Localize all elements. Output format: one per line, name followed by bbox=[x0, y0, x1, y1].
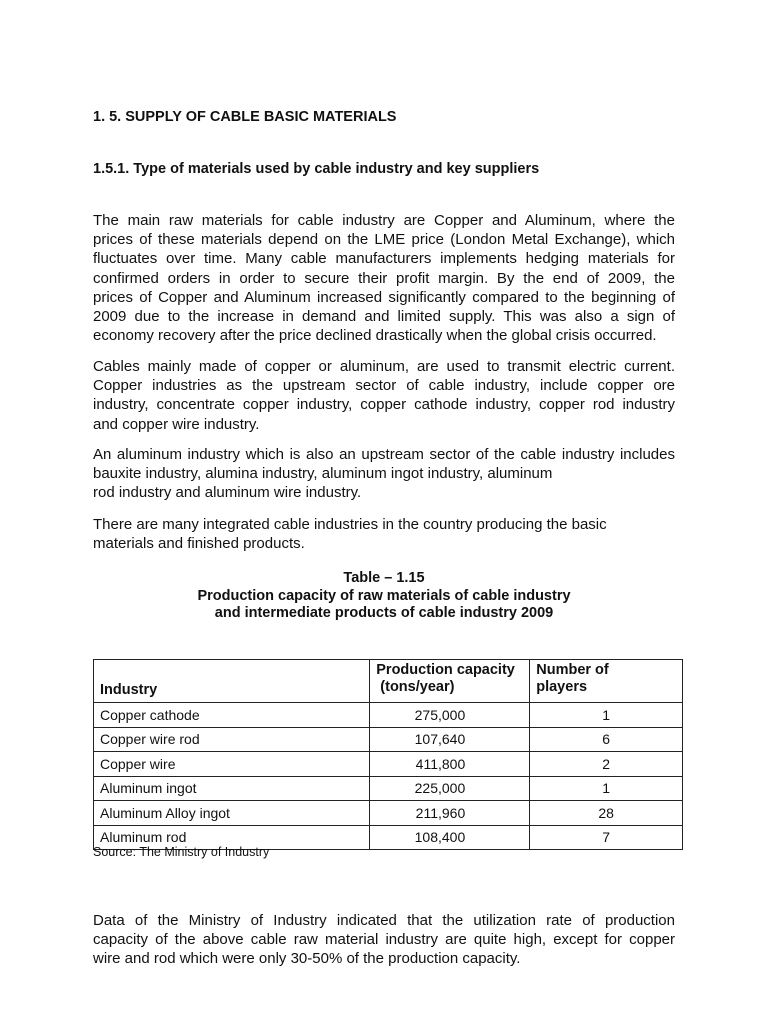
text-line: prices of Copper and Aluminum increased significantly compared to the beginning of bbox=[93, 288, 675, 306]
cell-industry: Copper cathode bbox=[94, 703, 370, 728]
paragraph-3 bbox=[93, 445, 675, 503]
table-row bbox=[94, 752, 683, 777]
cell-industry: Copper wire bbox=[94, 752, 370, 777]
subsection-heading: 1.5.1. Type of materials used by cable industry and key suppliers bbox=[93, 161, 540, 177]
header-industry: Industry bbox=[94, 660, 370, 703]
text-line: capacity of the above cable raw material industry are quite high, except for copper bbox=[93, 931, 675, 949]
text-line: There are many integrated cable industries in the country producing the basic bbox=[93, 516, 607, 533]
text-line: prices of these materials depend on the LME price (London Metal Exchange), which bbox=[93, 231, 675, 249]
table-row bbox=[94, 801, 683, 826]
paragraph-2 bbox=[93, 357, 675, 434]
header-production-capacity: Production capacity (tons/year) bbox=[370, 660, 530, 703]
cell-production-capacity: 107,640 bbox=[370, 727, 530, 752]
table-number: Table – 1.15 bbox=[343, 570, 425, 586]
section-heading: 1. 5. SUPPLY OF CABLE BASIC MATERIALS bbox=[93, 109, 397, 125]
text-line: economy recovery after the price declined drastically when the global crisis occurred. bbox=[93, 327, 657, 345]
text-line: Data of the Ministry of Industry indicated that the utilization rate of production bbox=[93, 912, 675, 929]
text-line: The main raw materials for cable industry are Copper and Aluminum, where the bbox=[93, 212, 675, 229]
text-line: industry, concentrate copper industry, copper cathode industry, copper rod industry bbox=[93, 396, 675, 414]
table-header-row bbox=[94, 660, 683, 703]
cell-production-capacity: 275,000 bbox=[370, 703, 530, 728]
text-line: bauxite industry, alumina industry, aluminum ingot industry, aluminum bbox=[93, 465, 553, 483]
cell-industry: Aluminum Alloy ingot bbox=[94, 801, 370, 826]
text-line: Copper industries as the upstream sector of cable industry, include copper ore bbox=[93, 377, 675, 395]
table-source: Source: The Ministry of Industry bbox=[93, 845, 270, 859]
cell-number-of-players: 2 bbox=[530, 752, 683, 777]
cell-number-of-players: 7 bbox=[530, 825, 683, 850]
cell-industry: Copper wire rod bbox=[94, 727, 370, 752]
cell-industry: Aluminum rod bbox=[94, 825, 370, 850]
cell-number-of-players: 28 bbox=[530, 801, 683, 826]
text-line: Cables mainly made of copper or aluminum, are used to transmit electric current. bbox=[93, 358, 675, 375]
table-row bbox=[94, 727, 683, 752]
paragraph-1 bbox=[93, 211, 675, 345]
cell-production-capacity: 411,800 bbox=[370, 752, 530, 777]
text-line: fluctuates over time. Many cable manufacturers implements hedging materials for bbox=[93, 250, 675, 268]
cell-industry: Aluminum ingot bbox=[94, 776, 370, 801]
text-line: An aluminum industry which is also an upstream sector of the cable industry includes bbox=[93, 446, 675, 463]
header-number-of-players: Number of players bbox=[530, 660, 683, 703]
text-line: 2009 due to the increase in demand and limited supply. This was also a sign of bbox=[93, 307, 675, 325]
table-title-line: Production capacity of raw materials of cable industry bbox=[197, 588, 571, 604]
cell-number-of-players: 6 bbox=[530, 727, 683, 752]
text-line: confirmed orders in order to secure their profit margin. By the end of 2009, the bbox=[93, 269, 675, 287]
cell-production-capacity: 211,960 bbox=[370, 801, 530, 826]
text-line: materials and finished products. bbox=[93, 535, 305, 553]
production-capacity-table bbox=[93, 659, 683, 850]
text-line: wire and rod which were only 30-50% of the production capacity. bbox=[93, 950, 521, 968]
cell-production-capacity: 225,000 bbox=[370, 776, 530, 801]
cell-production-capacity: 108,400 bbox=[370, 825, 530, 850]
closing-paragraph bbox=[93, 911, 675, 969]
cell-number-of-players: 1 bbox=[530, 703, 683, 728]
table-caption bbox=[93, 569, 675, 622]
text-line: rod industry and aluminum wire industry. bbox=[93, 484, 362, 502]
table-row bbox=[94, 776, 683, 801]
text-line: and copper wire industry. bbox=[93, 415, 260, 433]
table-row bbox=[94, 703, 683, 728]
table-title-line: and intermediate products of cable industry 2009 bbox=[214, 605, 554, 621]
paragraph-4 bbox=[93, 515, 675, 553]
cell-number-of-players: 1 bbox=[530, 776, 683, 801]
